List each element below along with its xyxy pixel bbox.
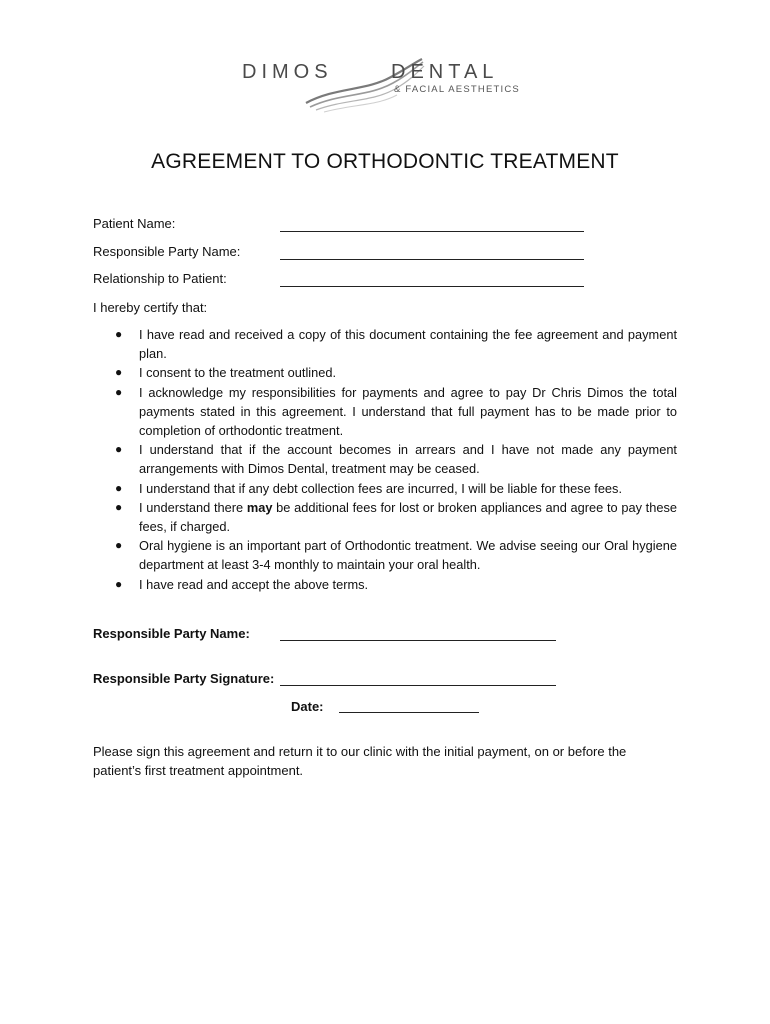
patient-name-line[interactable]: [280, 231, 584, 232]
relationship-line[interactable]: [280, 286, 584, 287]
term-item: [93, 479, 677, 498]
date-label: Date:: [291, 699, 324, 714]
bullet-icon: ●: [115, 327, 123, 341]
term-text-after: be additional fees for lost or broken appliances and agree to pay these fees, if charged.: [139, 499, 677, 535]
relationship-label: Relationship to Patient:: [93, 271, 227, 286]
term-item: [93, 440, 677, 478]
certify-heading: I hereby certify that:: [93, 300, 208, 315]
bullet-icon: ●: [115, 576, 123, 591]
bullet-icon: ●: [115, 365, 123, 380]
terms-list: [93, 325, 677, 594]
term-text-emphasis: may: [246, 499, 273, 515]
document-title: AGREEMENT TO ORTHODONTIC TREATMENT: [151, 150, 619, 173]
bullet-icon: ●: [115, 384, 123, 399]
term-item: [93, 383, 677, 441]
term-text: I consent to the treatment outlined.: [139, 365, 337, 381]
responsible-party-name-label: Responsible Party Name:: [93, 244, 241, 259]
term-item: [93, 575, 677, 594]
term-item: [93, 363, 677, 382]
term-item: [93, 536, 677, 574]
term-text: I understand that if the account becomes in arrears and I have not made any payment arrangements with Dimos Dental, treatment may be ceased.: [139, 442, 677, 477]
date-line[interactable]: [339, 712, 479, 713]
logo-name-left: DIMOS: [242, 61, 333, 83]
term-text: I understand that if any debt collection fees are incurred, I will be liable for these fees.: [139, 480, 623, 496]
term-item: [93, 498, 677, 536]
sign-party-signature-line[interactable]: [280, 685, 556, 686]
responsible-party-name-line[interactable]: [280, 259, 584, 260]
logo-tagline: & FACIAL AESTHETICS: [394, 84, 520, 95]
sign-party-signature-label: Responsible Party Signature:: [93, 671, 275, 686]
bullet-icon: ●: [115, 538, 123, 553]
patient-name-label: Patient Name:: [93, 216, 176, 231]
term-item: [93, 325, 677, 363]
bullet-icon: ●: [115, 480, 123, 495]
clinic-logo: [236, 55, 536, 113]
term-text-before: I understand there: [139, 499, 247, 515]
sign-party-name-label: Responsible Party Name:: [93, 626, 250, 641]
closing-instructions: Please sign this agreement and return it to our clinic with the initial payment, on or before the patient’s first treatment appointment.: [93, 744, 627, 778]
sign-party-name-line[interactable]: [280, 640, 556, 641]
term-text: I have read and received a copy of this document containing the fee agreement and payment plan.: [139, 327, 677, 362]
logo-name-right: DENTAL: [391, 61, 499, 83]
bullet-icon: ●: [115, 442, 123, 457]
term-text: I have read and accept the above terms.: [139, 576, 369, 592]
term-text: Oral hygiene is an important part of Orthodontic treatment. We advise seeing our Oral hygiene department at least 3-4 monthly to maintain your oral health.: [139, 538, 677, 573]
term-text: I acknowledge my responsibilities for payments and agree to pay Dr Chris Dimos the total payments stated in this agreement. I understand that full payment has to be made prior to completion of orthodontic treatment.: [139, 384, 677, 439]
bullet-icon: ●: [115, 499, 123, 514]
